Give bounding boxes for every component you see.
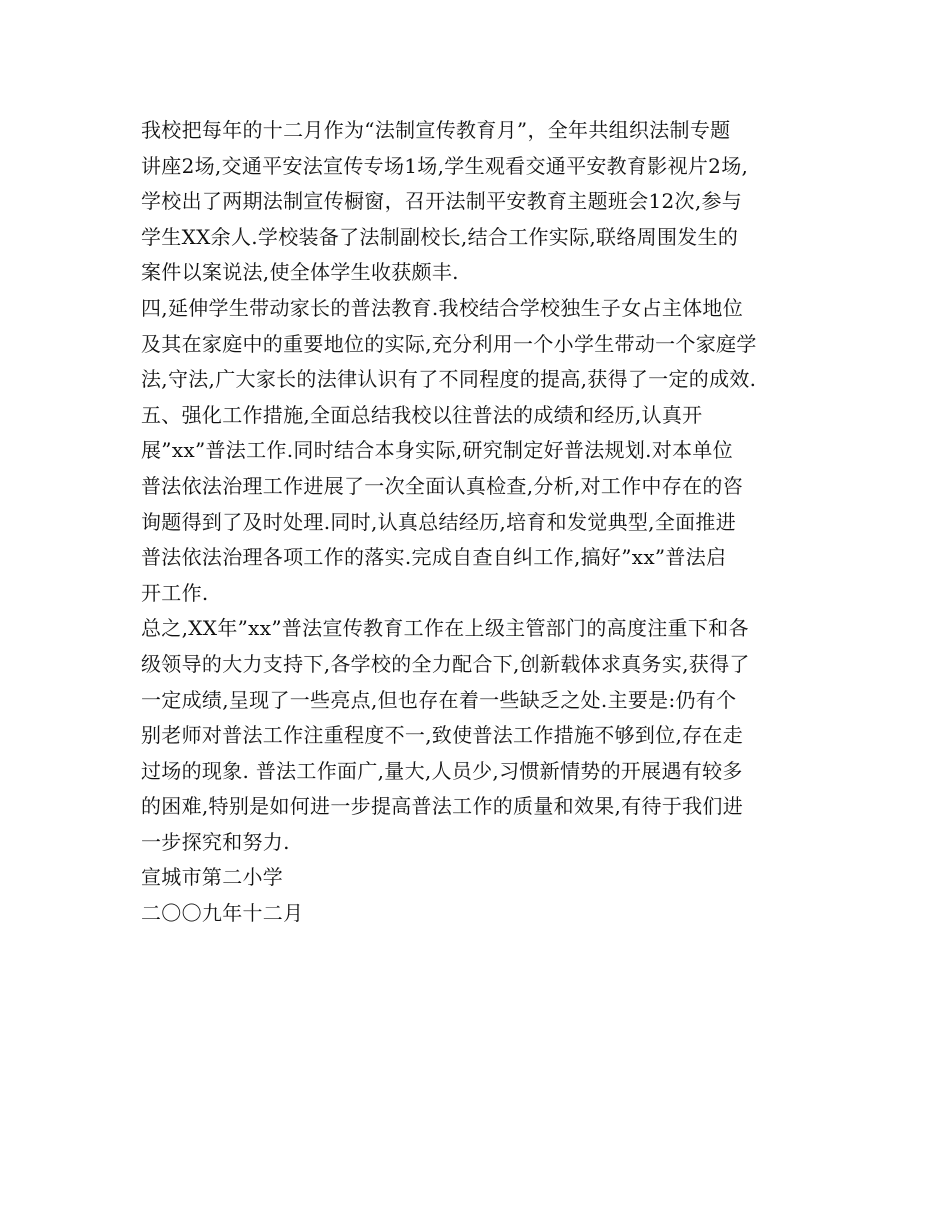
signature-school: 宣城市第二小学 [141,865,284,890]
text-line: 普法依法治理工作进展了一次全面认真检查,分析,对工作中存在的咨 [141,473,744,498]
text-line: 讲座2场,交通平安法宣传专场1场,学生观看交通平安教育影视片2场, [141,153,749,178]
text-line: 普法依法治理各项工作的落实.完成自查自纠工作,搞好”xx”普法启 [141,545,727,570]
text-line: 总之,XX年”xx”普法宣传教育工作在上级主管部门的高度注重下和各 [141,616,749,641]
text-line: 别老师对普法工作注重程度不一,致使普法工作措施不够到位,存在走 [141,723,744,748]
text-line: 五、强化工作措施,全面总结我校以往普法的成绩和经历,认真开 [141,402,703,427]
text-line: 我校把每年的十二月作为“法制宣传教育月”，全年共组织法制专题 [141,118,731,142]
text-line: 过场的现象. 普法工作面广,量大,人员少,习惯新情势的开展遇有较多 [141,758,743,783]
text-line: 法,守法,广大家长的法律认识有了不同程度的提高,获得了一定的成效. [141,367,757,392]
text-line: 学校出了两期法制宣传橱窗，召开法制平安教育主题班会12次,参与 [141,189,743,214]
text-line: 及其在家庭中的重要地位的实际,充分利用一个小学生带动一个家庭学 [141,331,757,356]
text-line: 一步探究和努力. [141,829,290,854]
text-line: 级领导的大力支持下,各学校的全力配合下,创新载体求真务实,获得了 [141,651,750,676]
text-line: 的困难,特别是如何进一步提高普法工作的质量和效果,有待于我们进 [141,794,744,819]
text-line: 学生XX余人.学校装备了法制副校长,结合工作实际,联络周围发生的 [141,224,739,249]
text-line: 一定成绩,呈现了一些亮点,但也存在着一些缺乏之处.主要是:仍有个 [141,687,737,712]
document-body [141,113,821,932]
text-line: 开工作. [141,580,209,605]
text-line: 四,延伸学生带动家长的普法教育.我校结合学校独生子女占主体地位 [141,295,744,320]
signature-date: 二〇〇九年十二月 [141,901,304,926]
text-line: 案件以案说法,使全体学生收获颇丰. [141,260,459,285]
text-line: 询题得到了及时处理.同时,认真总结经历,培育和发觉典型,全面推进 [141,509,737,534]
text-line: 展”xx”普法工作.同时结合本身实际,研究制定好普法规划.对本单位 [141,438,733,463]
